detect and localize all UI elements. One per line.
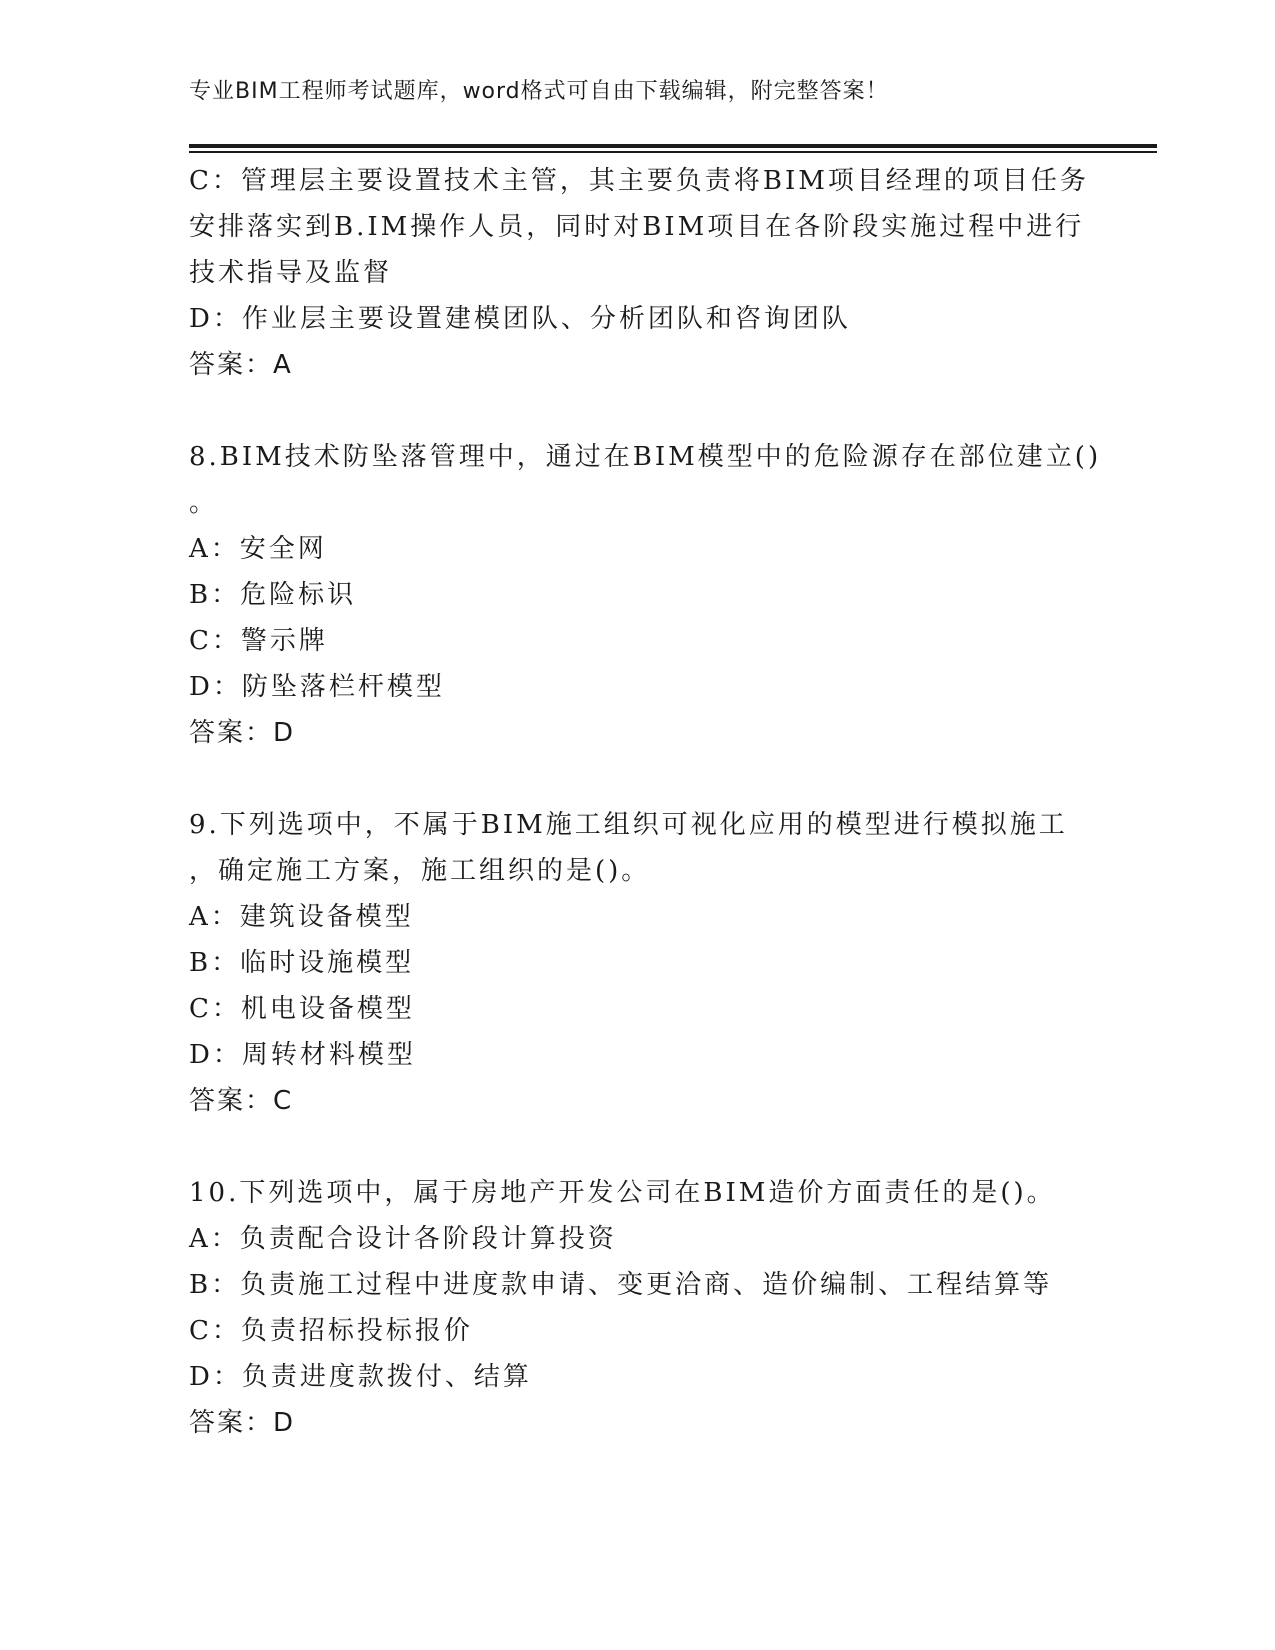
option-c: C：警示牌: [189, 626, 328, 656]
question-stem: 10.下列选项中，属于房地产开发公司在BIM造价方面责任的是()。: [189, 1178, 1056, 1208]
answer: 答案：A: [189, 350, 293, 380]
option-c-line: 安排落实到B.IM操作人员，同时对BIM项目在各阶段实施过程中进行: [189, 212, 1085, 242]
page-header: 专业BIM工程师考试题库，word格式可自由下载编辑，附完整答案！: [189, 79, 889, 104]
option-b: B：危险标识: [189, 580, 357, 610]
option-c: C：机电设备模型: [189, 994, 415, 1024]
spacer: [189, 388, 1089, 434]
option-d: D：周转材料模型: [189, 1040, 416, 1070]
prev-question: [189, 158, 1089, 388]
question-stem: 。: [189, 488, 219, 518]
option-c-line: 技术指导及监督: [189, 258, 393, 288]
question-content: [189, 158, 1102, 1446]
option-a: A：负责配合设计各阶段计算投资: [189, 1224, 617, 1254]
question-10: [189, 1170, 1089, 1446]
header-rule-thick: [189, 144, 1157, 148]
answer: 答案：C: [189, 1086, 294, 1116]
question-8: [189, 434, 1102, 756]
answer: 答案：D: [189, 718, 296, 748]
option-c-line: C：管理层主要设置技术主管，其主要负责将BIM项目经理的项目任务: [189, 166, 1089, 196]
option-d: D：负责进度款拨付、结算: [189, 1362, 532, 1392]
option-c: C：负责招标投标报价: [189, 1316, 473, 1346]
answer: 答案：D: [189, 1408, 296, 1438]
option-d: D：防坠落栏杆模型: [189, 672, 445, 702]
option-a: A：建筑设备模型: [189, 902, 414, 932]
question-9: [189, 802, 1089, 1124]
spacer: [189, 1124, 1089, 1170]
option-b: B：临时设施模型: [189, 948, 415, 978]
option-a: A：安全网: [189, 534, 327, 564]
option-b: B：负责施工过程中进度款申请、变更洽商、造价编制、工程结算等: [189, 1270, 1053, 1300]
option-d: D：作业层主要设置建模团队、分析团队和咨询团队: [189, 304, 851, 334]
header-rule-thin: [189, 151, 1157, 153]
question-stem: 9.下列选项中，不属于BIM施工组织可视化应用的模型进行模拟施工: [189, 810, 1068, 840]
question-stem: ，确定施工方案，施工组织的是()。: [189, 856, 651, 886]
question-stem: 8.BIM技术防坠落管理中，通过在BIM模型中的危险源存在部位建立(): [189, 442, 1102, 472]
spacer: [189, 756, 1089, 802]
